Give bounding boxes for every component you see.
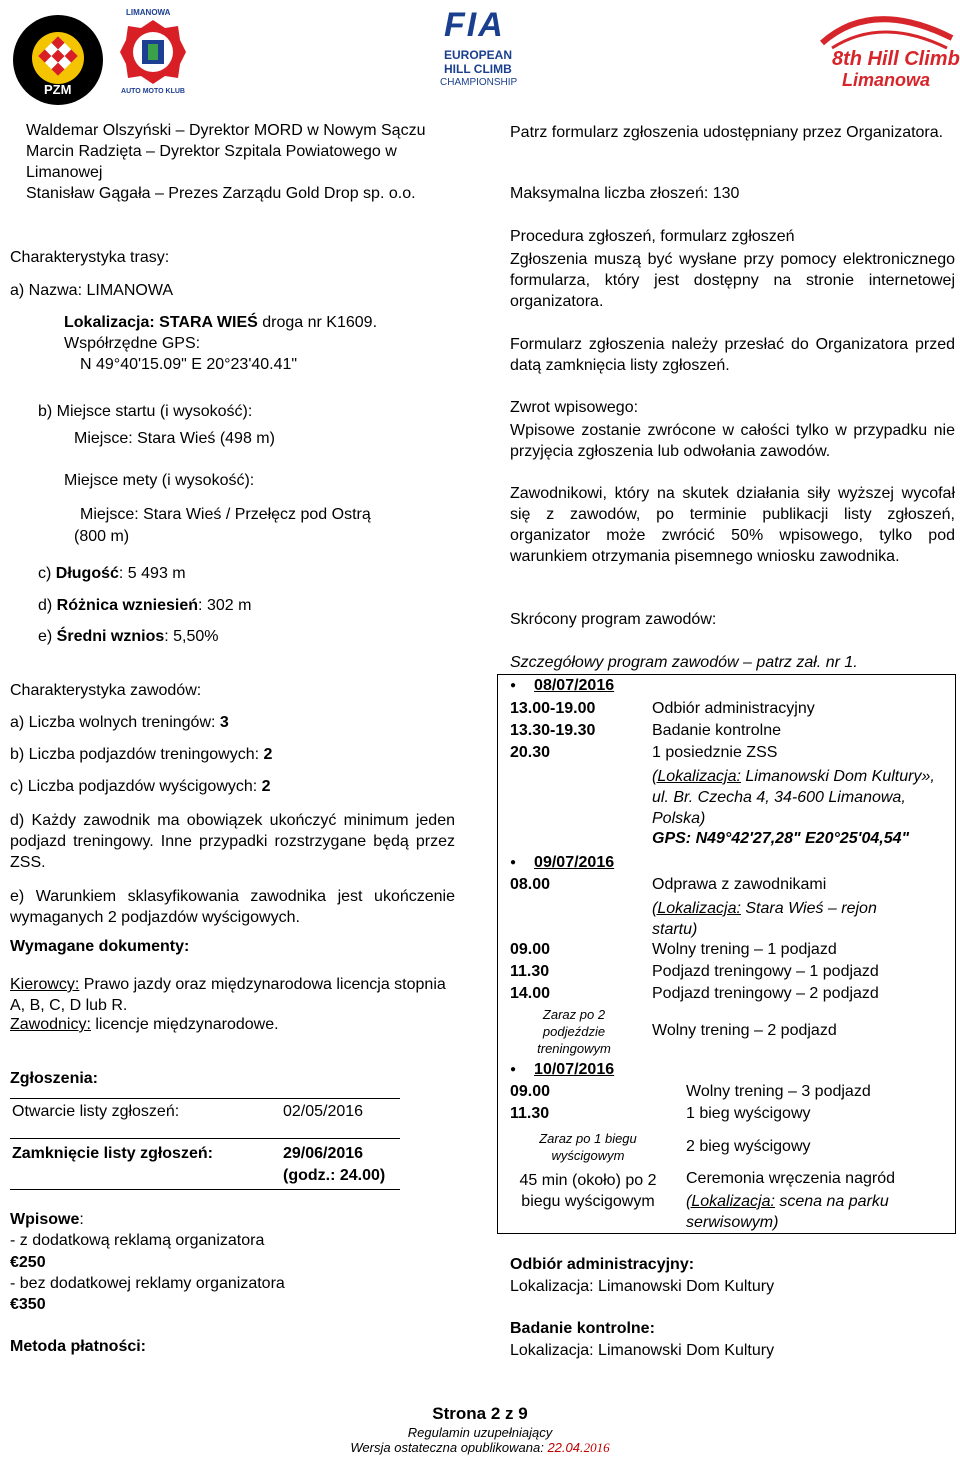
finish-label: Miejsce mety (i wysokość): xyxy=(64,472,255,489)
program-note: Szczegółowy program zawodów – patrz zał. nr 1. xyxy=(510,654,858,671)
tech-location: Lokalizacja: Limanowski Dom Kultury xyxy=(510,1342,775,1359)
refund-text-1: Wpisowe zostanie zwrócone w całości tylko w przypadku nie przyjęcia zgłoszenia lub odwołania zawodów. xyxy=(510,422,955,460)
r10-desc: 1 bieg wyścigowy xyxy=(686,1105,811,1122)
admin-heading: Odbiór administracyjny: xyxy=(510,1256,695,1273)
start-value: Miejsce: Stara Wieś (498 m) xyxy=(74,430,275,447)
people-list xyxy=(26,120,466,204)
close-label: Zamknięcie listy zgłoszeń: xyxy=(12,1145,213,1162)
r4-desc-2: (Lokalizacja: Stara Wieś – rejon startu) xyxy=(652,900,877,938)
r8-desc: Wolny trening – 2 podjazd xyxy=(652,1022,837,1039)
r11-time: Zaraz po 1 biegu wyścigowym xyxy=(539,1131,637,1163)
comp-c: c) Liczba podjazdów wyścigowych: 2 xyxy=(10,778,271,795)
hillclimb-line2: Limanowa xyxy=(842,70,931,90)
sched-vline-right xyxy=(955,674,956,1234)
r6-desc: Podjazd treningowy – 1 podjazd xyxy=(652,963,879,980)
proc-heading: Procedura zgłoszeń, formularz zgłoszeń xyxy=(510,228,795,245)
comp-heading: Charakterystyka zawodów: xyxy=(10,682,202,699)
r7-desc: Podjazd treningowy – 2 podjazd xyxy=(652,985,879,1002)
finish-value-1: Miejsce: Stara Wieś / Przełęcz pod Ostrą xyxy=(80,506,371,523)
refund-text-2: Zawodnikowi, który na skutek działania siły wyższej wycofał się z zawodów, po terminie publikacji listy zgłoszeń, organizator może zwrócić 50% wpisowego, tylko pod warunkiem otrzymania pisemnego wniosku zawodnika. xyxy=(510,485,955,565)
comp-a: a) Liczba wolnych treningów: 3 xyxy=(10,714,229,731)
entries-heading: Zgłoszenia: xyxy=(10,1070,99,1087)
track-name: a) Nazwa: LIMANOWA xyxy=(10,282,173,299)
comp-e: e) Warunkiem sklasyfikowania zawodnika jest ukończenie wymaganych 2 podjazdów wyścigowych. xyxy=(10,888,455,926)
fee-2-value: €350 xyxy=(10,1296,46,1313)
entries-line-3 xyxy=(10,1189,400,1190)
fee-1: - z dodatkową reklamą organizatora xyxy=(10,1232,265,1249)
r10-time: 11.30 xyxy=(510,1105,550,1122)
r8-time: Zaraz po 2 podjeździe treningowym xyxy=(537,1007,611,1056)
fia-line4: CHAMPIONSHIP xyxy=(440,77,518,88)
person-2: Marcin Radzięta – Dyrektor Szpitala Powiatowego w Limanowej xyxy=(26,143,397,181)
sched-vline-left xyxy=(497,674,498,1234)
docs-drivers: Kierowcy: Prawo jazdy oraz międzynarodowa licencja stopnia A, B, C, D lub R. xyxy=(10,976,446,1014)
r9-desc: Wolny trening – 3 podjazd xyxy=(686,1083,871,1100)
page-number: Strona 2 z 9 xyxy=(432,1404,528,1423)
footer-title: Regulamin uzupełniający xyxy=(407,1425,553,1440)
entries-line-2 xyxy=(10,1138,400,1139)
start-label: b) Miejsce startu (i wysokość): xyxy=(38,403,253,420)
open-value: 02/05/2016 xyxy=(283,1103,364,1120)
form-text: Patrz formularz zgłoszenia udostępniany przez Organizatora. xyxy=(510,124,944,141)
person-1: Waldemar Olszyński – Dyrektor MORD w Nowym Sączu xyxy=(26,122,426,139)
automoto-logo xyxy=(120,8,186,103)
comp-b: b) Liczba podjazdów treningowych: 2 xyxy=(10,746,273,763)
person-3: Stanisław Gągała – Prezes Zarządu Gold Drop sp. o.o. xyxy=(26,185,416,202)
hillclimb-line1: 8th Hill Climb xyxy=(832,48,960,70)
docs-competitors: Zawodnicy: licencje międzynarodowe. xyxy=(10,1016,279,1033)
fia-line2: EUROPEAN xyxy=(444,48,513,62)
r3-desc-2: (Lokalizacja: Limanowski Dom Kultury», ul. Br. Czecha 4, 34-600 Limanowa, Polska) xyxy=(652,768,935,827)
refund-heading: Zwrot wpisowego: xyxy=(510,399,639,416)
r6-time: 11.30 xyxy=(510,963,550,980)
r12-desc-2: (Lokalizacja: scena na parku serwisowym) xyxy=(686,1193,889,1231)
r12-time: 45 min (około) po 2 biegu wyścigowym xyxy=(519,1172,657,1210)
r4-desc-1: Odprawa z zawodnikami xyxy=(652,876,827,893)
pzm-logo-text: PZM xyxy=(44,82,72,97)
r5-desc: Wolny trening – 1 podjazd xyxy=(652,941,837,958)
hillclimb-logo xyxy=(812,8,960,98)
payment-heading: Metoda płatności: xyxy=(10,1338,147,1355)
r1-desc: Odbiór administracyjny xyxy=(652,700,815,717)
program-heading: Skrócony program zawodów: xyxy=(510,611,717,628)
sched-hline-bottom xyxy=(497,1233,956,1234)
day-2: ● 09/07/2016 xyxy=(510,854,614,872)
r7-time: 14.00 xyxy=(510,985,551,1002)
sched-hline-top xyxy=(497,674,956,675)
close-value-2: (godz.: 24.00) xyxy=(283,1167,386,1184)
length: c) Długość: 5 493 m xyxy=(38,565,186,582)
footer-version: Wersja ostateczna opublikowana: 22.04.2016 xyxy=(350,1440,610,1455)
r12-desc-1: Ceremonia wręczenia nagród xyxy=(686,1170,895,1187)
r1-time: 13.00-19.00 xyxy=(510,700,596,717)
fia-logo xyxy=(440,6,532,98)
day-1: ● 08/07/2016 xyxy=(510,677,614,695)
entries-line-1 xyxy=(10,1098,400,1099)
comp-d: d) Każdy zawodnik ma obowiązek ukończyć minimum jeden podjazd treningowy. Inne przypadki rozstrzygane będą przez ZSS. xyxy=(10,812,455,871)
limanowa-logo-text: LIMANOWA xyxy=(126,8,171,17)
fia-logo-text: FIA xyxy=(444,6,505,44)
track-heading: Charakterystyka trasy: xyxy=(10,249,170,266)
fia-line3: HILL CLIMB xyxy=(444,62,512,76)
elevation-diff: d) Różnica wzniesień: 302 m xyxy=(38,597,252,614)
fee-2: - bez dodatkowej reklamy organizatora xyxy=(10,1275,285,1292)
r2-time: 13.30-19.30 xyxy=(510,722,596,739)
track-location: Lokalizacja: STARA WIEŚ droga nr K1609. xyxy=(64,314,378,331)
finish-value-2: (800 m) xyxy=(74,528,130,545)
r4-time: 08.00 xyxy=(510,876,551,893)
gps-label: Współrzędne GPS: xyxy=(64,335,201,352)
r2-desc: Badanie kontrolne xyxy=(652,722,781,739)
r3-time: 20.30 xyxy=(510,744,551,761)
proc-text: Zgłoszenia muszą być wysłane przy pomocy elektronicznego formularza, który jest dostępny na stronie internetowej organizatora. xyxy=(510,251,955,310)
r3-gps: GPS: N49°42'27,28" E20°25'04,54" xyxy=(652,830,910,847)
admin-location: Lokalizacja: Limanowski Dom Kultury xyxy=(510,1278,775,1295)
proc-text-2: Formularz zgłoszenia należy przesłać do Organizatora przed datą zamknięcia listy zgłoszeń. xyxy=(510,336,955,374)
fee-heading: Wpisowe: xyxy=(10,1211,84,1228)
gps-value: N 49°40'15.09" E 20°23'40.41" xyxy=(80,356,298,373)
close-value-1: 29/06/2016 xyxy=(283,1145,364,1162)
day-3: ● 10/07/2016 xyxy=(510,1061,614,1079)
open-label: Otwarcie listy zgłoszeń: xyxy=(12,1103,180,1120)
r9-time: 09.00 xyxy=(510,1083,551,1100)
r11-desc: 2 bieg wyścigowy xyxy=(686,1138,811,1155)
docs-heading: Wymagane dokumenty: xyxy=(10,938,190,955)
avg-gradient: e) Średni wznios: 5,50% xyxy=(38,628,219,645)
fee-1-value: €250 xyxy=(10,1254,46,1271)
r5-time: 09.00 xyxy=(510,941,551,958)
max-entries: Maksymalna liczba złoszeń: 130 xyxy=(510,185,740,202)
automoto-logo-text: AUTO MOTO KLUB xyxy=(121,88,185,95)
r3-desc-1: 1 posiedznie ZSS xyxy=(652,744,778,761)
tech-heading: Badanie kontrolne: xyxy=(510,1320,655,1337)
pzm-logo xyxy=(10,12,105,107)
